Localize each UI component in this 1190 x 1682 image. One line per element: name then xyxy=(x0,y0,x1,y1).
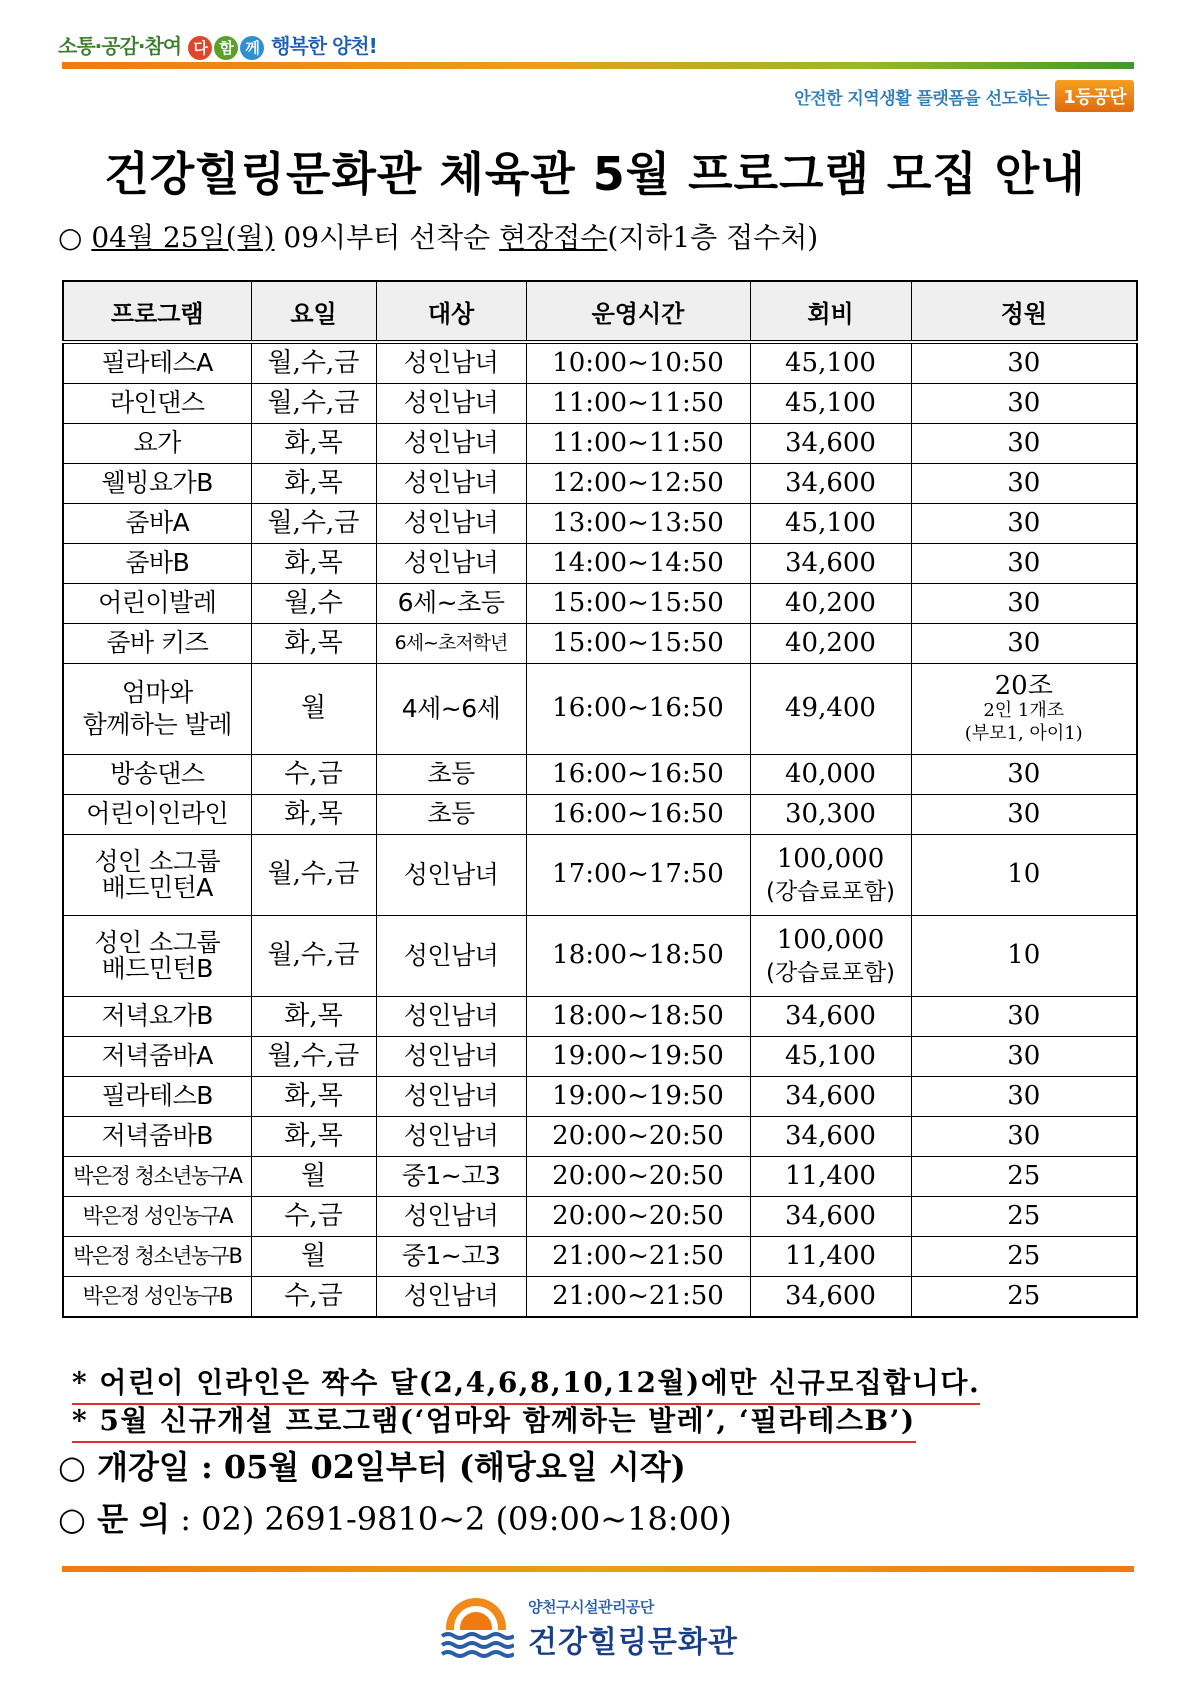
motto-badge: 1등공단 xyxy=(1055,80,1134,112)
cell-capacity: 30 xyxy=(911,1037,1137,1077)
registration-notice xyxy=(58,216,818,256)
cell-target: 성인남녀 xyxy=(376,1197,526,1237)
cell-fee: 30,300 xyxy=(750,795,911,835)
cell-fee: 45,100 xyxy=(750,504,911,544)
top-divider xyxy=(62,62,1134,69)
cell-capacity: 10 xyxy=(911,916,1137,997)
cell-days: 수,금 xyxy=(251,755,376,795)
cell-time: 21:00~21:50 xyxy=(526,1237,750,1277)
cell-time: 11:00~11:50 xyxy=(526,384,750,424)
sun-wave-logo-icon xyxy=(438,1594,514,1662)
cell-days: 월,수 xyxy=(251,584,376,624)
cell-program: 방송댄스 xyxy=(63,755,251,795)
cell-capacity: 30 xyxy=(911,584,1137,624)
cell-target: 성인남녀 xyxy=(376,504,526,544)
cell-capacity-sub: 2인 1개조 xyxy=(983,700,1065,722)
bottom-divider xyxy=(62,1566,1134,1572)
cell-program-line2: 배드민턴B xyxy=(101,954,213,983)
note-new-programs: * 5월 신규개설 프로그램(‘엄마와 함께하는 발레’, ‘필라테스B’) xyxy=(72,1399,916,1443)
cell-fee: 45,100 xyxy=(750,384,911,424)
cell-program: 어린이발레 xyxy=(63,584,251,624)
cell-fee: 34,600 xyxy=(750,1197,911,1237)
cell-target: 6세~초저학년 xyxy=(376,624,526,664)
contact-info xyxy=(58,1494,732,1540)
cell-fee: 34,600 xyxy=(750,1077,911,1117)
table-row xyxy=(63,1237,1137,1277)
col-header-fee: 회비 xyxy=(750,281,911,342)
cell-fee: 34,600 xyxy=(750,544,911,584)
notice-place: 현장접수 xyxy=(499,221,608,254)
cell-days: 화,목 xyxy=(251,624,376,664)
cell-fee: 40,000 xyxy=(750,755,911,795)
cell-days: 월,수,금 xyxy=(251,342,376,384)
cell-target: 성인남녀 xyxy=(376,835,526,916)
cell-fee: 34,600 xyxy=(750,997,911,1037)
cell-program: 줌바 키즈 xyxy=(63,624,251,664)
cell-time: 13:00~13:50 xyxy=(526,504,750,544)
cell-time: 12:00~12:50 xyxy=(526,464,750,504)
cell-program-line1: 성인 소그룹 xyxy=(94,927,221,957)
cell-program xyxy=(63,916,251,997)
cell-capacity: 30 xyxy=(911,1117,1137,1157)
cell-time: 16:00~16:50 xyxy=(526,795,750,835)
cell-days: 화,목 xyxy=(251,544,376,584)
contact-value: : 02) 2691-9810~2 (09:00~18:00) xyxy=(180,1500,732,1538)
cell-program: 박은정 청소년농구A xyxy=(63,1157,251,1197)
cell-days: 월,수,금 xyxy=(251,504,376,544)
footer-logo xyxy=(438,1594,738,1662)
slogan-text: 소통·공감·참여 xyxy=(58,34,182,58)
cell-time: 11:00~11:50 xyxy=(526,424,750,464)
cell-capacity: 30 xyxy=(911,342,1137,384)
cell-fee: 34,600 xyxy=(750,1277,911,1318)
cell-target: 성인남녀 xyxy=(376,544,526,584)
cell-time: 18:00~18:50 xyxy=(526,997,750,1037)
cell-capacity: 30 xyxy=(911,504,1137,544)
cell-fee-main: 100,000 xyxy=(776,844,885,875)
cell-days: 월,수,금 xyxy=(251,916,376,997)
table-row xyxy=(63,1077,1137,1117)
cell-program: 요가 xyxy=(63,424,251,464)
slogan-circle-1: 다 xyxy=(188,36,212,60)
cell-time: 10:00~10:50 xyxy=(526,342,750,384)
footer-name: 건강힐링문화관 xyxy=(528,1624,738,1660)
cell-program-line1: 엄마와 xyxy=(121,677,193,707)
cell-days: 화,목 xyxy=(251,1077,376,1117)
cell-time: 16:00~16:50 xyxy=(526,664,750,755)
footer-logo-text xyxy=(528,1596,738,1661)
cell-time: 16:00~16:50 xyxy=(526,755,750,795)
cell-days: 수,금 xyxy=(251,1277,376,1318)
cell-program-line2: 함께하는 발레 xyxy=(82,710,232,739)
page-title: 건강힐링문화관 체육관 5월 프로그램 모집 안내 xyxy=(104,147,1086,201)
table-row xyxy=(63,795,1137,835)
cell-capacity: 30 xyxy=(911,997,1137,1037)
program-table xyxy=(62,280,1138,1318)
cell-program-line1: 성인 소그룹 xyxy=(94,846,221,876)
cell-capacity: 30 xyxy=(911,464,1137,504)
cell-program: 박은정 성인농구B xyxy=(63,1277,251,1318)
cell-days: 월,수,금 xyxy=(251,384,376,424)
cell-fee: 34,600 xyxy=(750,464,911,504)
cell-fee: 40,200 xyxy=(750,584,911,624)
cell-target: 초등 xyxy=(376,755,526,795)
note-inline-recruitment: * 어린이 인라인은 짝수 달(2,4,6,8,10,12월)에만 신규모집합니다. xyxy=(72,1361,980,1405)
cell-fee: 45,100 xyxy=(750,342,911,384)
col-header-days: 요일 xyxy=(251,281,376,342)
cell-fee: 45,100 xyxy=(750,1037,911,1077)
cell-time: 19:00~19:50 xyxy=(526,1037,750,1077)
table-row xyxy=(63,384,1137,424)
slogan-text-2: 행복한 양천! xyxy=(271,34,377,58)
cell-target: 성인남녀 xyxy=(376,1117,526,1157)
cell-capacity xyxy=(911,664,1137,755)
notice-date: 04월 25일(월) xyxy=(91,221,275,254)
cell-capacity: 30 xyxy=(911,1077,1137,1117)
cell-days: 월 xyxy=(251,664,376,755)
cell-time: 14:00~14:50 xyxy=(526,544,750,584)
table-row xyxy=(63,342,1137,384)
cell-capacity: 30 xyxy=(911,384,1137,424)
cell-time: 15:00~15:50 xyxy=(526,624,750,664)
cell-days: 월 xyxy=(251,1157,376,1197)
cell-fee xyxy=(750,835,911,916)
cell-time: 15:00~15:50 xyxy=(526,584,750,624)
slogan-circle-3: 께 xyxy=(240,36,264,60)
cell-capacity: 25 xyxy=(911,1277,1137,1318)
cell-fee-main: 100,000 xyxy=(776,925,885,956)
cell-target: 성인남녀 xyxy=(376,1077,526,1117)
motto-text: 안전한 지역생활 플랫폼을 선도하는 xyxy=(794,88,1050,109)
col-header-time: 운영시간 xyxy=(526,281,750,342)
cell-program: 줌바A xyxy=(63,504,251,544)
cell-fee: 34,600 xyxy=(750,1117,911,1157)
cell-capacity: 30 xyxy=(911,795,1137,835)
cell-capacity: 10 xyxy=(911,835,1137,916)
cell-program: 웰빙요가B xyxy=(63,464,251,504)
cell-program: 어린이인라인 xyxy=(63,795,251,835)
cell-target: 4세~6세 xyxy=(376,664,526,755)
cell-target: 성인남녀 xyxy=(376,424,526,464)
circle-bullet: ○ xyxy=(58,221,83,254)
notice-tail: (지하1층 접수처) xyxy=(607,221,819,254)
col-header-program: 프로그램 xyxy=(63,281,251,342)
cell-fee: 40,200 xyxy=(750,624,911,664)
table-row xyxy=(63,584,1137,624)
cell-target: 성인남녀 xyxy=(376,1037,526,1077)
col-header-target: 대상 xyxy=(376,281,526,342)
table-row xyxy=(63,835,1137,916)
cell-target: 중1~고3 xyxy=(376,1237,526,1277)
cell-program: 저녁줌바B xyxy=(63,1117,251,1157)
cell-target: 성인남녀 xyxy=(376,1277,526,1318)
cell-program: 라인댄스 xyxy=(63,384,251,424)
cell-target: 중1~고3 xyxy=(376,1157,526,1197)
table-row xyxy=(63,997,1137,1037)
cell-days: 수,금 xyxy=(251,1197,376,1237)
table-row xyxy=(63,504,1137,544)
cell-capacity: 25 xyxy=(911,1197,1137,1237)
cell-target: 초등 xyxy=(376,795,526,835)
cell-time: 17:00~17:50 xyxy=(526,835,750,916)
cell-capacity: 30 xyxy=(911,624,1137,664)
cell-fee-note: (강습료포함) xyxy=(765,878,896,905)
cell-time: 18:00~18:50 xyxy=(526,916,750,997)
slogan-circle-2: 함 xyxy=(214,36,238,60)
opening-date: ○ 개강일 : 05월 02일부터 (해당요일 시작) xyxy=(58,1448,686,1486)
cell-days: 월,수,금 xyxy=(251,1037,376,1077)
cell-capacity: 25 xyxy=(911,1157,1137,1197)
col-header-capacity: 정원 xyxy=(911,281,1137,342)
cell-fee: 11,400 xyxy=(750,1157,911,1197)
table-row xyxy=(63,1277,1137,1318)
cell-target: 성인남녀 xyxy=(376,464,526,504)
table-row xyxy=(63,916,1137,997)
cell-days: 화,목 xyxy=(251,464,376,504)
cell-days: 화,목 xyxy=(251,424,376,464)
cell-program: 필라테스A xyxy=(63,342,251,384)
cell-program: 저녁줌바A xyxy=(63,1037,251,1077)
cell-days: 화,목 xyxy=(251,795,376,835)
cell-fee xyxy=(750,916,911,997)
cell-program: 필라테스B xyxy=(63,1077,251,1117)
cell-days: 월,수,금 xyxy=(251,835,376,916)
table-row xyxy=(63,1117,1137,1157)
cell-fee: 49,400 xyxy=(750,664,911,755)
cell-program: 박은정 성인농구A xyxy=(63,1197,251,1237)
table-row xyxy=(63,1037,1137,1077)
motto xyxy=(794,80,1134,112)
table-row xyxy=(63,755,1137,795)
cell-capacity: 30 xyxy=(911,424,1137,464)
cell-capacity-main: 20조 xyxy=(994,670,1053,701)
cell-target: 6세~초등 xyxy=(376,584,526,624)
cell-program: 줌바B xyxy=(63,544,251,584)
cell-time: 20:00~20:50 xyxy=(526,1157,750,1197)
cell-program xyxy=(63,835,251,916)
footer-org: 양천구시설관리공단 xyxy=(528,1597,654,1616)
table-header-row xyxy=(63,281,1137,342)
cell-target: 성인남녀 xyxy=(376,997,526,1037)
cell-capacity: 30 xyxy=(911,755,1137,795)
cell-fee: 34,600 xyxy=(750,424,911,464)
cell-program: 박은정 청소년농구B xyxy=(63,1237,251,1277)
cell-days: 화,목 xyxy=(251,997,376,1037)
table-row xyxy=(63,544,1137,584)
cell-target: 성인남녀 xyxy=(376,342,526,384)
cell-fee: 11,400 xyxy=(750,1237,911,1277)
cell-capacity-sub2: (부모1, 아이1) xyxy=(964,722,1083,744)
table-row xyxy=(63,1197,1137,1237)
cell-capacity: 30 xyxy=(911,544,1137,584)
contact-label: ○ 문 의 xyxy=(58,1500,171,1538)
slogan xyxy=(58,30,377,60)
cell-days: 월 xyxy=(251,1237,376,1277)
cell-time: 21:00~21:50 xyxy=(526,1277,750,1318)
cell-time: 19:00~19:50 xyxy=(526,1077,750,1117)
cell-time: 20:00~20:50 xyxy=(526,1117,750,1157)
table-row xyxy=(63,664,1137,755)
cell-days: 화,목 xyxy=(251,1117,376,1157)
cell-target: 성인남녀 xyxy=(376,384,526,424)
cell-capacity: 25 xyxy=(911,1237,1137,1277)
table-row xyxy=(63,624,1137,664)
cell-fee-note: (강습료포함) xyxy=(765,959,896,986)
cell-program xyxy=(63,664,251,755)
notice-mid: 09시부터 선착순 xyxy=(283,221,491,254)
table-row xyxy=(63,464,1137,504)
cell-program-line2: 배드민턴A xyxy=(101,873,213,902)
cell-target: 성인남녀 xyxy=(376,916,526,997)
table-row xyxy=(63,424,1137,464)
cell-time: 20:00~20:50 xyxy=(526,1197,750,1237)
cell-program: 저녁요가B xyxy=(63,997,251,1037)
table-row xyxy=(63,1157,1137,1197)
